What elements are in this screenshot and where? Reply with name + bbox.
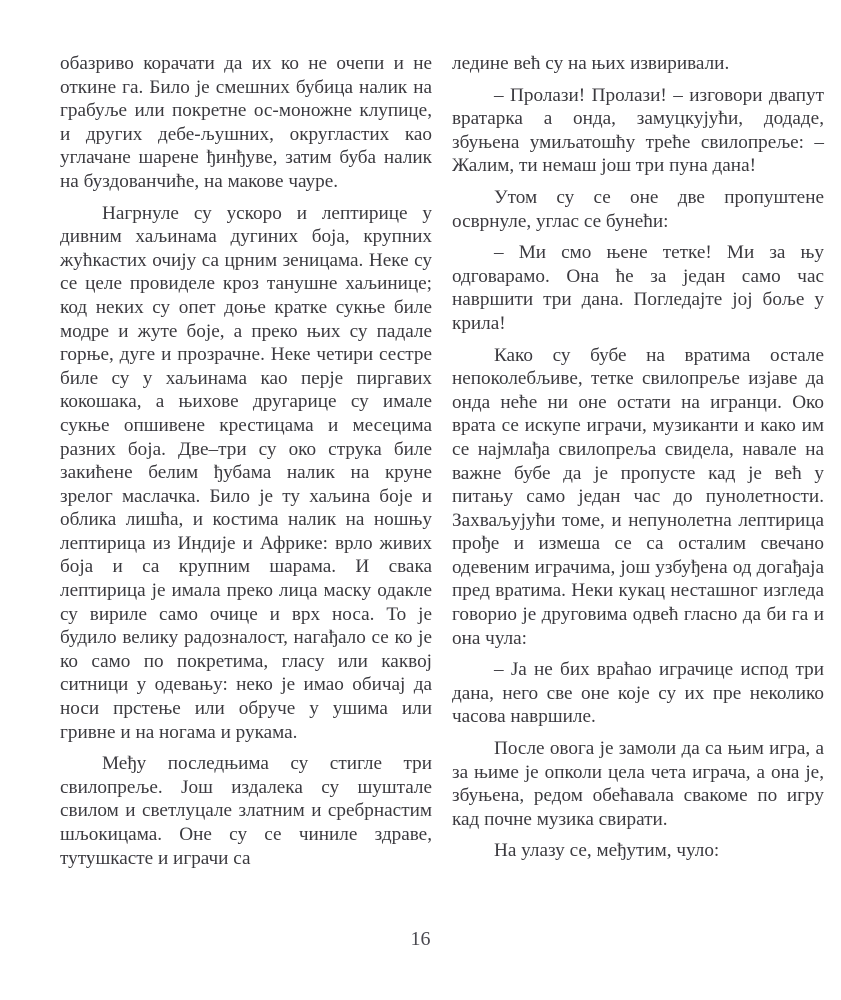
paragraph: ледине већ су на њих извиривали.: [452, 53, 730, 74]
page-number: 16: [410, 928, 431, 950]
paragraph: обазриво корачати да их ко не очепи и не откине га. Било је смешних бубица налик на грабуље или покретне ос-моножне клупице, и других дебе-љушних, округластих као углачане шарене ђинђуве, затим буба налик на буздованчиће, на макове чауре.: [60, 53, 432, 192]
paragraph: На улазу се, међутим, чуло:: [494, 840, 720, 862]
paragraph: Како су бубе на вратима остале непоколебљиве, тетке свилопреље изјаве да онда неће ни оне остати на игранци. Око врата се искупе играчи, музиканти и како им се најмлађа свилопреља свидела, навале на важне бубе да је пропусте кад је већ у питању само један час до пунолетности. Захваљујући томе, и непунолетна лептирица прође и измеша се са осталим свечано одевеним играчима, још узбуђена од догађаја пред вратима. Неки кукац несташног изгледа говорио је друговима одвећ гласно да би га и она чула:: [452, 344, 824, 649]
paragraph: Утом су се оне две пропуштене осврнуле, углас се бунећи:: [452, 186, 824, 232]
left-column: [60, 52, 432, 878]
paragraph: – Ја не бих враћао играчице испод три дана, него све оне које су их пре неколико часова навршиле.: [452, 659, 824, 728]
paragraph: – Пролази! Пролази! – изговори двапут вратарка а онда, замуцкујући, додаде, збуњена умиљатошћу треће свилопреље: – Жалим, ти немаш још три пуна дана!: [452, 84, 824, 177]
paragraph: Нагрнуле су ускоро и лептирице у дивним хаљинама дугиних боја, крупних жућкастих очију са црним зеницама. Неке су се целе провиделе кроз танушне хаљинице; код неких су опет доње кратке сукње биле модре и жуте боје, а преко њих су падале горње, дуге и прозрачне. Неке четири сестре биле су у хаљинама као перје пиргавих кокошака, а њихове другарице су имале сукње опшивене крестицама и месецима разних боја. Две–три су око струка биле закићене белим ђубама налик на круне зрелог маслачка. Било је ту хаљина боје и облика лишћа, и костима налик на ношњу лептирица из Индије и Африке: врло живих боја и са крупним шарама. И свака лептирица је имала преко лица маску одакле су вириле само очице и врх носа. То је будило велику радозналост, нагађало се ко је ко само по покретима, гласу или каквој ситници у одевању: неко је имао обичај да носи прстење или обруче у ушима или гривне и на ногама и рукама.: [60, 202, 432, 743]
paragraph: Међу последњима су стигле три свилопреље. Још издалека су шуштале свилом и светлуцале златним и сребрнастим шљокицама. Оне су се чиниле здраве, тутушкасте и играчи са: [60, 753, 432, 869]
paragraph: После овога је замоли да са њим игра, а за њиме је опколи цела чета играча, а она је, збуњена, редом обећавала свакоме по игру кад почне музика свирати.: [452, 738, 824, 830]
right-column: [452, 52, 824, 871]
paragraph: – Ми смо њене тетке! Ми за њу одговарамо. Она ће за један само час навршити три дана. Погледајте јој боље у крила!: [452, 242, 824, 334]
